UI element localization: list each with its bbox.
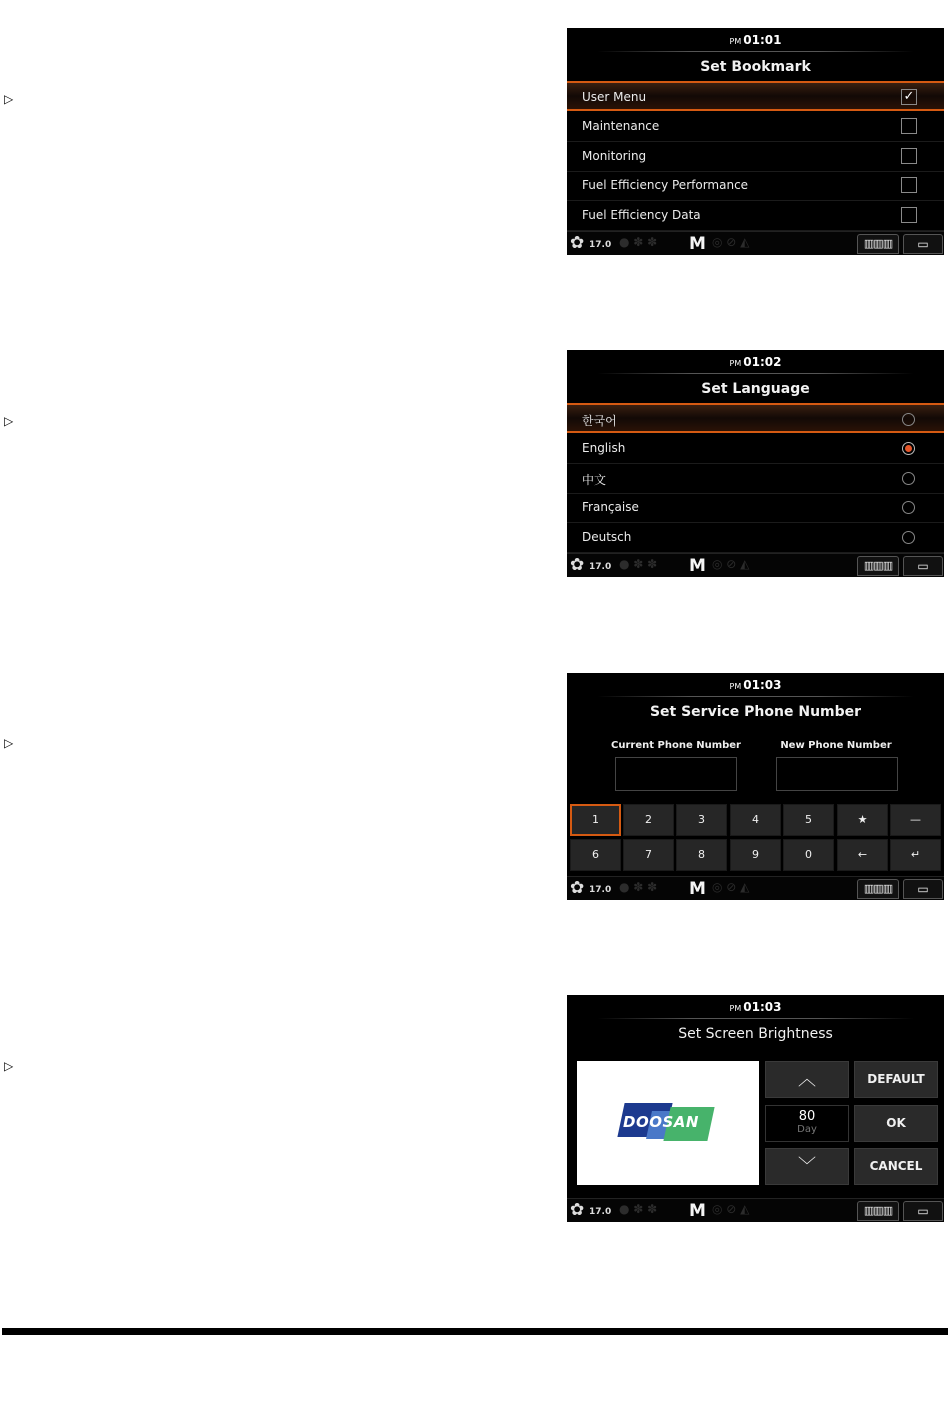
temperature-readout: 17.0 <box>589 562 612 572</box>
key-7[interactable]: 7 <box>623 839 674 871</box>
new-phone-field[interactable] <box>776 757 898 791</box>
key-star[interactable]: ★ <box>837 804 888 836</box>
language-item-chinese[interactable] <box>567 464 944 494</box>
row-label: User Menu <box>582 90 647 104</box>
indicator-icon: ● ✽ ✽ <box>619 880 658 894</box>
keyboard-icon[interactable]: ▥▥▥ <box>857 556 899 576</box>
key-8[interactable]: 8 <box>676 839 727 871</box>
row-label: Deutsch <box>582 530 632 544</box>
fan-icon[interactable]: ✿ <box>570 878 585 898</box>
keyboard-icon[interactable]: ▥▥▥ <box>857 234 899 254</box>
checkbox[interactable] <box>901 148 917 164</box>
indicator-icon: ◎ ⊘ ◭ <box>712 880 750 894</box>
default-button[interactable]: DEFAULT <box>854 1061 938 1098</box>
radio-button-selected[interactable] <box>902 442 915 455</box>
row-label: 中文 <box>582 473 607 487</box>
mode-indicator: M <box>689 1201 706 1221</box>
language-item-french[interactable] <box>567 493 944 523</box>
status-bar <box>567 231 944 255</box>
checkbox[interactable] <box>901 177 917 193</box>
current-phone-field <box>615 757 737 791</box>
mode-indicator: M <box>689 234 706 254</box>
phone-screen <box>567 673 944 900</box>
fan-icon[interactable]: ✿ <box>570 1200 585 1220</box>
radio-icon[interactable]: ▭ <box>903 1201 943 1221</box>
language-item-german[interactable] <box>567 523 944 553</box>
new-phone-label: New Phone Number <box>780 740 892 751</box>
clock: PM 01:01 <box>729 33 782 47</box>
fan-icon[interactable]: ✿ <box>570 233 585 253</box>
chevron-down-icon: ﹀ <box>798 1156 816 1177</box>
radio-button[interactable] <box>902 413 915 426</box>
row-label: Française <box>582 500 639 514</box>
temperature-readout: 17.0 <box>589 885 612 895</box>
brightness-down-button[interactable] <box>765 1148 849 1185</box>
fan-icon[interactable]: ✿ <box>570 555 585 575</box>
checkbox[interactable] <box>901 207 917 223</box>
key-5[interactable]: 5 <box>783 804 834 836</box>
indicator-icon: ● ✽ ✽ <box>619 235 658 249</box>
ok-button[interactable]: OK <box>854 1105 938 1142</box>
bookmark-item-maintenance[interactable] <box>567 112 944 142</box>
divider <box>597 51 914 52</box>
status-bar <box>567 876 944 900</box>
row-label: Fuel Efficiency Performance <box>582 178 749 192</box>
brightness-value <box>765 1105 849 1142</box>
bullet-marker: ▷ <box>4 736 14 750</box>
radio-icon[interactable]: ▭ <box>903 879 943 899</box>
indicator-icon: ● ✽ ✽ <box>619 557 658 571</box>
chevron-up-icon: ︿ <box>798 1069 816 1090</box>
indicator-icon: ● ✽ ✽ <box>619 1202 658 1216</box>
divider <box>597 373 914 374</box>
brightness-level: 80 <box>798 1109 816 1124</box>
key-1[interactable]: 1 <box>570 804 621 836</box>
temperature-readout: 17.0 <box>589 240 612 250</box>
bookmark-item-monitoring[interactable] <box>567 142 944 172</box>
clock: PM 01:03 <box>729 1000 782 1014</box>
clock: PM 01:03 <box>729 678 782 692</box>
doosan-logo: DOOSAN <box>621 1103 713 1143</box>
key-dash[interactable]: — <box>890 804 941 836</box>
bullet-marker: ▷ <box>4 414 14 428</box>
brightness-preview <box>577 1061 759 1185</box>
divider <box>597 696 914 697</box>
indicator-icon: ◎ ⊘ ◭ <box>712 1202 750 1216</box>
radio-button[interactable] <box>902 472 915 485</box>
radio-button[interactable] <box>902 531 915 544</box>
mode-indicator: M <box>689 556 706 576</box>
bullet-marker: ▷ <box>4 92 14 106</box>
checkbox[interactable] <box>901 118 917 134</box>
bookmark-item-fuel-efficiency-data[interactable] <box>567 201 944 231</box>
screen-title: Set Bookmark <box>700 59 811 75</box>
mode-indicator: M <box>689 879 706 899</box>
row-label: 한국어 <box>582 414 617 428</box>
cancel-button[interactable]: CANCEL <box>854 1148 938 1185</box>
key-9[interactable]: 9 <box>730 839 781 871</box>
bookmark-screen <box>567 28 944 255</box>
screen-title: Set Language <box>701 381 810 397</box>
key-4[interactable]: 4 <box>730 804 781 836</box>
radio-button[interactable] <box>902 501 915 514</box>
language-item-korean[interactable] <box>567 403 944 433</box>
language-screen <box>567 350 944 577</box>
language-item-english[interactable] <box>567 434 944 464</box>
bookmark-item-user-menu[interactable] <box>567 81 944 111</box>
key-3[interactable]: 3 <box>676 804 727 836</box>
keyboard-icon[interactable]: ▥▥▥ <box>857 1201 899 1221</box>
brightness-up-button[interactable] <box>765 1061 849 1098</box>
divider <box>597 1018 914 1019</box>
page-divider <box>2 1328 948 1335</box>
radio-icon[interactable]: ▭ <box>903 556 943 576</box>
bookmark-item-fuel-efficiency-performance[interactable] <box>567 171 944 201</box>
row-label: Maintenance <box>582 119 660 133</box>
enter-key[interactable]: ↵ <box>890 839 941 871</box>
clock: PM 01:02 <box>729 355 782 369</box>
brightness-mode: Day <box>797 1124 817 1135</box>
status-bar <box>567 553 944 577</box>
row-label: Fuel Efficiency Data <box>582 208 701 222</box>
screen-title: Set Service Phone Number <box>649 704 862 720</box>
temperature-readout: 17.0 <box>589 1207 612 1217</box>
row-label: Monitoring <box>582 149 647 163</box>
indicator-icon: ◎ ⊘ ◭ <box>712 557 750 571</box>
backspace-key[interactable]: ← <box>837 839 888 871</box>
status-bar <box>567 1198 944 1222</box>
screen-title: Set Screen Brightness <box>678 1026 833 1042</box>
indicator-icon: ◎ ⊘ ◭ <box>712 235 750 249</box>
bullet-marker: ▷ <box>4 1059 14 1073</box>
current-phone-label: Current Phone Number <box>611 740 741 751</box>
brightness-screen <box>567 995 944 1222</box>
keyboard-icon[interactable]: ▥▥▥ <box>857 879 899 899</box>
row-label: English <box>582 441 626 455</box>
checkbox[interactable]: ✓ <box>901 89 917 105</box>
key-0[interactable]: 0 <box>783 839 834 871</box>
key-2[interactable]: 2 <box>623 804 674 836</box>
radio-icon[interactable]: ▭ <box>903 234 943 254</box>
key-6[interactable]: 6 <box>570 839 621 871</box>
